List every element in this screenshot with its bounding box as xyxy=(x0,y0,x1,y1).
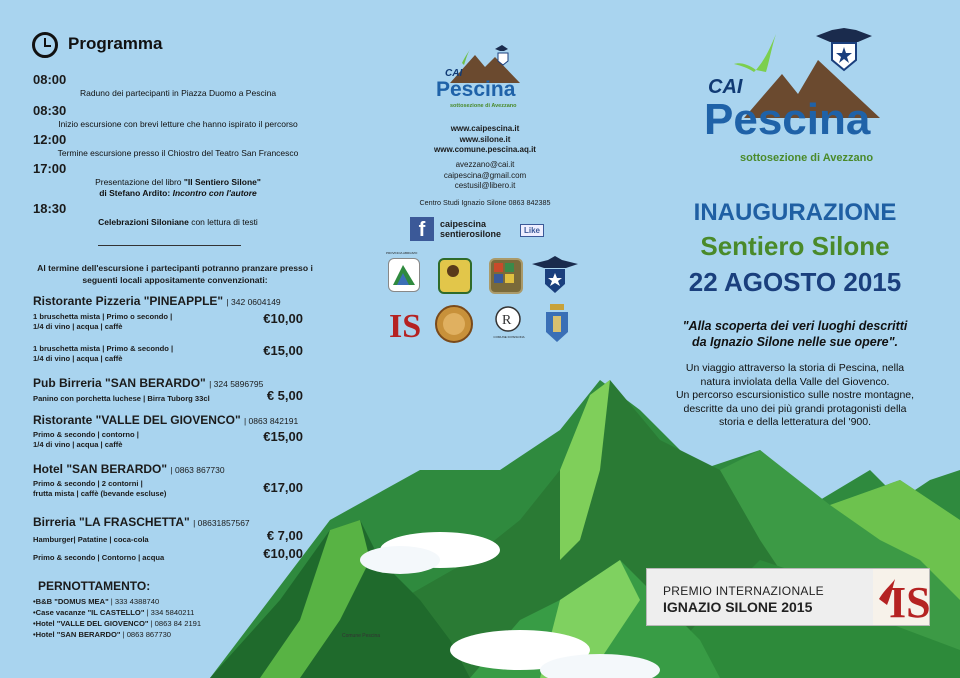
quote-line: "Alla scoperta dei veri luoghi descritti xyxy=(682,319,908,333)
menu-price: €15,00 xyxy=(263,429,303,444)
premio-banner xyxy=(646,568,930,626)
restaurant-block xyxy=(33,413,313,450)
lunch-intro: Al termine dell'escursione i partecipanti potranno pranzare presso i seguenti locali appositamente convenzionati: xyxy=(37,263,313,285)
restaurant-name xyxy=(33,294,313,308)
menu-item xyxy=(33,546,313,563)
is-logo xyxy=(873,569,929,625)
menu-line: 1 bruschetta mista | Primo o secondo | xyxy=(33,312,173,321)
description xyxy=(650,362,940,430)
menu-line: 1/4 di vino | acqua | caffè xyxy=(33,322,123,331)
mosaic-tile-icon xyxy=(494,263,503,272)
restaurant-title: Ristorante Pizzeria "PINEAPPLE" xyxy=(33,294,224,308)
menu-item xyxy=(33,388,313,404)
restaurant-block xyxy=(33,294,313,364)
link-text[interactable]: www.caipescina.it xyxy=(450,124,520,133)
menu-line: Hamburger| Patatine | coca-cola xyxy=(33,535,149,544)
svg-text:R: R xyxy=(502,313,512,328)
restaurant-title: Pub Birreria "SAN BERARDO" xyxy=(33,376,206,390)
pescina-label-large: Pescina xyxy=(704,95,871,144)
sponsor-label: PROVINCIA ABRUZZO xyxy=(386,251,418,255)
menu-price: € 5,00 xyxy=(266,388,303,403)
mosaic-tile-icon xyxy=(505,263,514,272)
restaurant-title: Birreria "LA FRASCHETTA" xyxy=(33,515,190,529)
pescina-label-small: Pescina xyxy=(436,78,516,101)
title-sentiero: Sentiero Silone xyxy=(700,231,890,261)
pernottamento-list xyxy=(33,596,201,640)
restaurant-block xyxy=(33,376,313,404)
event-time: 08:30 xyxy=(33,103,67,118)
bird-icon xyxy=(756,34,776,72)
event-highlight: Celebrazioni Siloniane xyxy=(98,217,189,227)
menu-line: Primo & secondo | Contorno | acqua xyxy=(33,553,165,562)
menu-price: €10,00 xyxy=(263,311,303,326)
menu-line: Primo & secondo | 2 contorni | xyxy=(33,479,143,488)
eagle-icon xyxy=(816,28,872,42)
mosaic-tile-icon xyxy=(494,274,503,283)
restaurant-phone: | 324 5896795 xyxy=(209,379,264,389)
lodging-phone: | 334 5840211 xyxy=(144,608,195,617)
svg-text:IS: IS xyxy=(389,308,422,343)
event-text: Inizio escursione con brevi letture che hanno ispirato il percorso xyxy=(58,119,298,129)
menu-item xyxy=(33,528,313,545)
seal-icon xyxy=(443,313,465,335)
parco-logo xyxy=(438,258,472,294)
restaurant-name xyxy=(33,515,313,529)
is-logo-small xyxy=(385,305,423,343)
round-seal-logo xyxy=(434,304,474,344)
event-time: 08:00 xyxy=(33,72,67,87)
event-highlight: Incontro con l'autore xyxy=(172,188,257,198)
schedule-item xyxy=(33,201,313,228)
facebook-pages xyxy=(440,219,501,239)
event-text xyxy=(33,217,323,228)
mosaic-tile-icon xyxy=(505,274,514,283)
menu-line: 1/4 di vino | acqua | caffè xyxy=(33,354,123,363)
event-date: 22 AGOSTO 2015 xyxy=(688,267,902,297)
schedule-item xyxy=(33,132,313,159)
facebook-page[interactable]: caipescina xyxy=(440,219,487,229)
divider xyxy=(98,245,241,246)
schedule-item xyxy=(33,161,313,199)
restaurant-name xyxy=(33,462,313,476)
quote-line: da Ignazio Silone nelle sue opere". xyxy=(692,335,898,349)
menu-item xyxy=(33,344,313,364)
cai-text: CAI xyxy=(445,68,463,79)
event-time: 12:00 xyxy=(33,132,67,147)
email-text[interactable]: avezzano@cai.it xyxy=(455,160,515,169)
menu-line: frutta mista | caffè (bevande escluse) xyxy=(33,489,167,498)
sottosezione-large: sottosezione di Avezzano xyxy=(740,152,874,164)
event-time: 18:30 xyxy=(33,201,67,216)
menu-line: 1 bruschetta mista | Primo & secondo | xyxy=(33,344,174,353)
lodging-item xyxy=(33,596,201,607)
menu-item xyxy=(33,479,313,499)
facebook-page[interactable]: sentierosilone xyxy=(440,229,502,239)
event-text-part: con lettura di testi xyxy=(188,217,258,227)
event-time: 17:00 xyxy=(33,161,67,176)
clock-icon xyxy=(32,32,58,58)
description-line: Un viaggio attraverso la storia di Pescina, nella xyxy=(685,362,905,374)
schedule-item xyxy=(33,103,313,130)
lodging-phone: | 0863 84 2191 xyxy=(148,619,202,628)
restaurant-phone: | 0863 867730 xyxy=(170,465,225,475)
author: di Stefano Ardito: xyxy=(99,188,173,198)
menu-line: Primo & secondo | contorno | xyxy=(33,430,139,439)
restaurant-phone: | 342 0604149 xyxy=(226,297,281,307)
lodging-name: •Hotel "VALLE DEL GIOVENCO" xyxy=(33,619,149,628)
restaurant-title: Hotel "SAN BERARDO" xyxy=(33,462,168,476)
event-text xyxy=(33,188,323,199)
schedule-item xyxy=(33,72,313,99)
description-line: natura inviolata della Valle del Giovenco. xyxy=(700,375,890,388)
like-button[interactable]: Like xyxy=(520,224,544,237)
event-text-part: Presentazione del libro xyxy=(95,177,184,187)
description-line: storia e della letteratura del '900. xyxy=(718,416,871,428)
cloud xyxy=(360,546,440,574)
menu-price: €10,00 xyxy=(263,546,303,561)
parco-figure-icon xyxy=(447,265,459,277)
link-text[interactable]: www.silone.it xyxy=(459,134,511,144)
restaurant-block xyxy=(33,515,313,563)
quote xyxy=(640,318,950,350)
menu-line: Panino con porchetta luchese | Birra Tuborg 33cl xyxy=(33,394,210,403)
title-inaugurazione: INAUGURAZIONE xyxy=(693,199,897,226)
restaurant-title: Ristorante "VALLE DEL GIOVENCO" xyxy=(33,413,241,427)
cai-eagle-logo xyxy=(530,256,580,296)
programma-title: Programma xyxy=(68,34,163,53)
event-text: Raduno dei partecipanti in Piazza Duomo a Pescina xyxy=(79,88,277,98)
mosaic-logo xyxy=(489,258,523,294)
restaurant-phone: | 08631857567 xyxy=(193,518,250,528)
schedule xyxy=(33,70,313,228)
restaurant-block xyxy=(33,462,313,499)
comune-crest-logo xyxy=(542,302,572,344)
event-text xyxy=(33,177,323,188)
menu-price: €15,00 xyxy=(263,343,303,358)
cai-text: CAI xyxy=(708,76,743,98)
bird-icon xyxy=(734,63,756,72)
link-text[interactable]: www.comune.pescina.aq.it xyxy=(434,145,536,154)
lodging-phone: | 0863 867730 xyxy=(120,630,172,639)
menu-item xyxy=(33,312,313,332)
eagle-icon xyxy=(532,256,578,268)
premio-title: IGNAZIO SILONE 2015 xyxy=(663,599,813,615)
lodging-name: •Case vacanze "IL CASTELLO" xyxy=(33,608,145,617)
crown-icon xyxy=(550,304,564,310)
lodging-item xyxy=(33,607,201,618)
menu-item xyxy=(33,430,313,450)
facebook-icon[interactable]: f xyxy=(410,217,434,241)
description-line: descritte da uno dei più grandi protagonisti della xyxy=(683,402,907,415)
lodging-name: •B&B "DOMUS MEA" xyxy=(33,597,109,606)
regione-abruzzo-logo xyxy=(388,258,420,292)
comune-label: COMUNE DI PESCINA xyxy=(493,335,525,339)
book-title: "Il Sentiero Silone" xyxy=(183,177,261,187)
monogram-logo xyxy=(494,305,522,333)
web-links xyxy=(410,124,560,156)
event-text: Termine escursione presso il Chiostro del Teatro San Francesco xyxy=(57,148,299,158)
lodging-item xyxy=(33,629,201,640)
footer-logo: Comune Pescina xyxy=(342,633,381,639)
sottosezione-small: sottosezione di Avezzano xyxy=(450,103,517,109)
menu-line: 1/4 di vino | acqua | caffè xyxy=(33,440,123,449)
tower-icon xyxy=(553,316,561,332)
email-text[interactable]: caipescina@gmail.com xyxy=(443,170,527,180)
restaurant-phone: | 0863 842191 xyxy=(243,416,299,426)
is-letters: IS xyxy=(889,578,929,625)
centro-studi: Centro Studi Ignazio Silone 0863 842385 xyxy=(419,198,551,207)
menu-price: €17,00 xyxy=(263,480,303,495)
menu-price: € 7,00 xyxy=(266,528,303,543)
pernottamento-title: PERNOTTAMENTO: xyxy=(38,579,151,593)
lodging-item xyxy=(33,618,201,629)
email-text[interactable]: cestusil@libero.it xyxy=(454,181,516,190)
email-list xyxy=(410,160,560,192)
eagle-icon xyxy=(495,45,508,51)
lodging-phone: | 333 4388740 xyxy=(108,597,160,606)
description-line: Un percorso escursionistico sulle nostre montagne, xyxy=(675,389,915,401)
restaurant-name xyxy=(33,413,313,427)
premio-line: PREMIO INTERNAZIONALE xyxy=(663,584,824,598)
lodging-name: •Hotel "SAN BERARDO" xyxy=(33,630,121,639)
